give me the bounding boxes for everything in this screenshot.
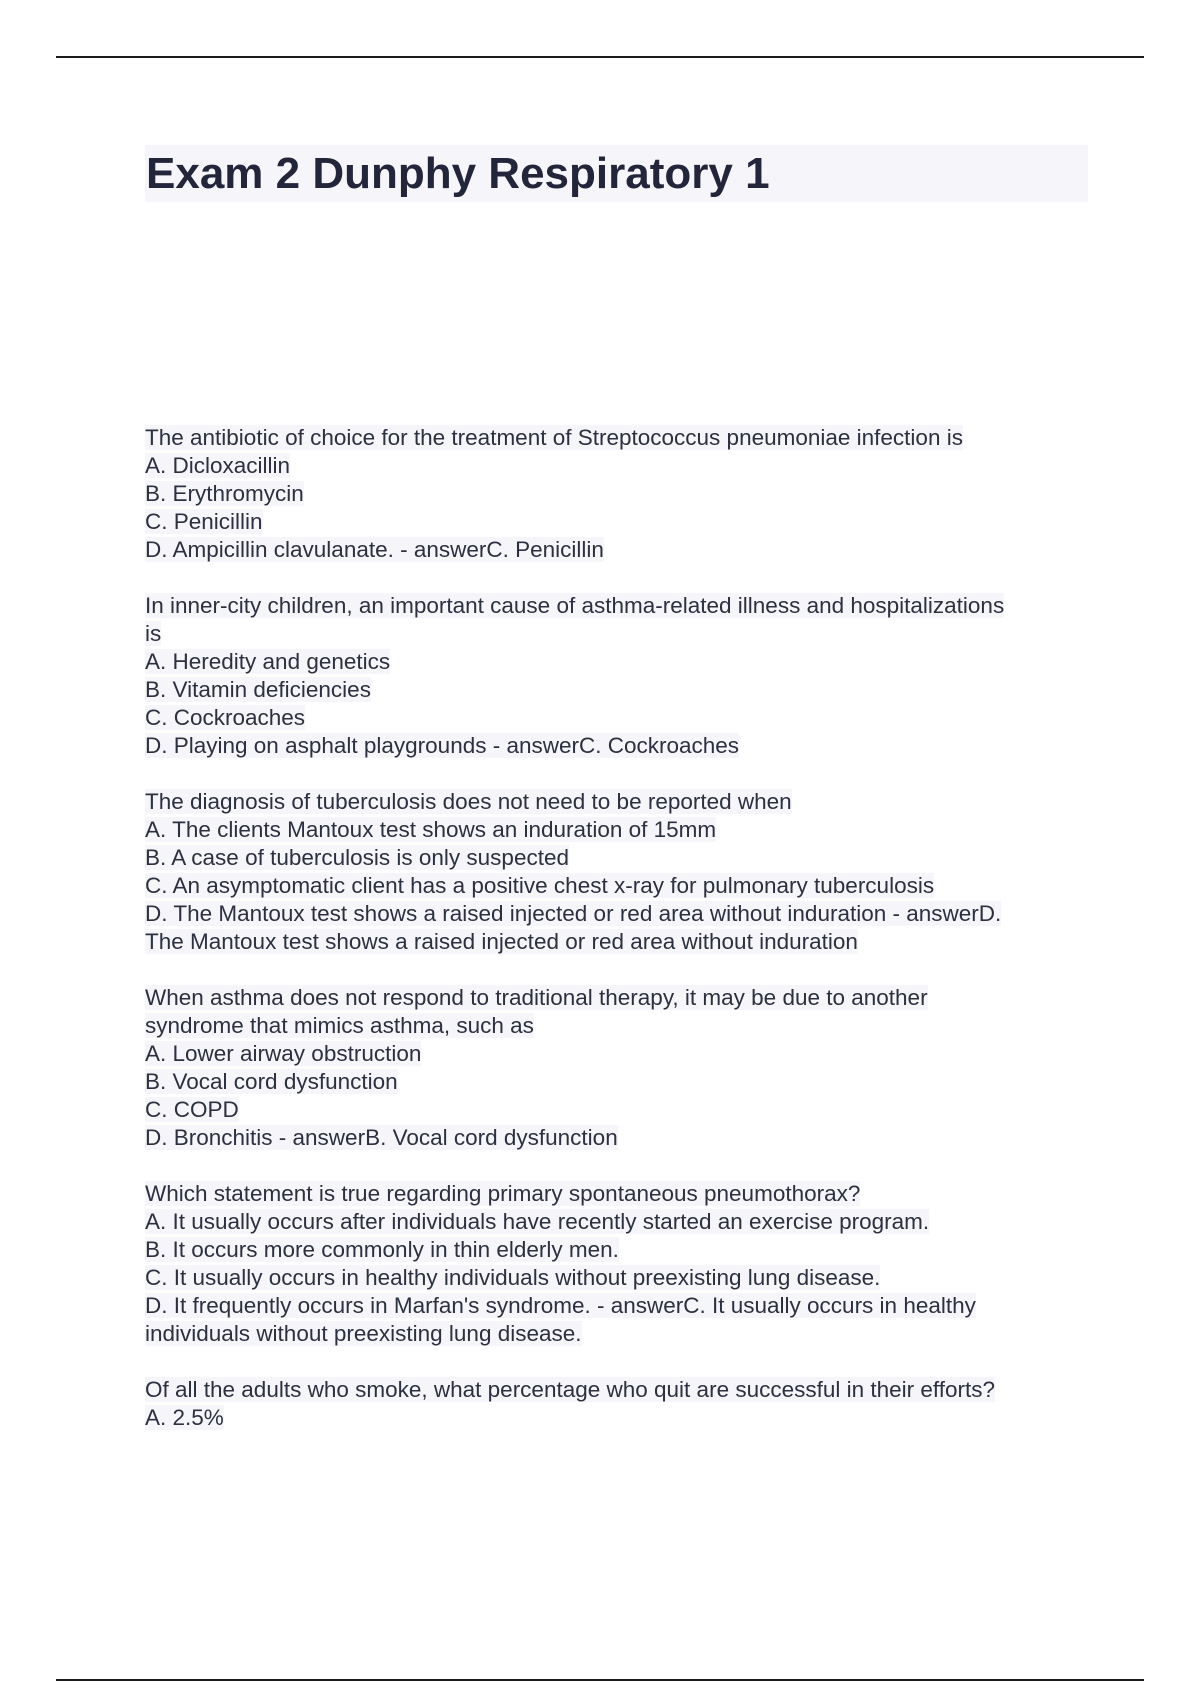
question-text: Which statement is true regarding primary spontaneous pneumothorax? — [145, 1181, 861, 1206]
answer-option: A. Heredity and genetics — [145, 649, 391, 674]
answer-option: B. Erythromycin — [145, 481, 304, 506]
answer-option: D. Playing on asphalt playgrounds - answerC. Cockroaches — [145, 733, 740, 758]
document-title: Exam 2 Dunphy Respiratory 1 — [146, 149, 770, 198]
question-text: The antibiotic of choice for the treatment of Streptococcus pneumoniae infection is — [145, 425, 963, 450]
question-block — [145, 592, 1075, 760]
question-text: is — [145, 621, 162, 646]
answer-option: A. Dicloxacillin — [145, 453, 291, 478]
bottom-rule — [56, 1679, 1144, 1681]
answer-option: C. Penicillin — [145, 509, 263, 534]
question-block — [145, 424, 1075, 564]
answer-option: A. The clients Mantoux test shows an induration of 15mm — [145, 817, 717, 842]
question-text: When asthma does not respond to traditional therapy, it may be due to another — [145, 985, 928, 1010]
answer-option: D. Ampicillin clavulanate. - answerC. Penicillin — [145, 537, 604, 562]
answer-option: C. COPD — [145, 1097, 239, 1122]
answer-option: C. An asymptomatic client has a positive chest x-ray for pulmonary tuberculosis — [145, 873, 935, 898]
answer-option: B. A case of tuberculosis is only suspected — [145, 845, 569, 870]
answer-text: individuals without preexisting lung disease. — [145, 1321, 582, 1346]
answer-option: B. It occurs more commonly in thin elderly men. — [145, 1237, 619, 1262]
question-text: syndrome that mimics asthma, such as — [145, 1013, 534, 1038]
answer-option: D. The Mantoux test shows a raised injected or red area without induration - answerD. — [145, 901, 1002, 926]
answer-option: A. 2.5% — [145, 1405, 224, 1430]
question-list — [145, 424, 1075, 1460]
question-block — [145, 1376, 1075, 1432]
question-block — [145, 984, 1075, 1152]
answer-option: B. Vitamin deficiencies — [145, 677, 371, 702]
question-text: Of all the adults who smoke, what percentage who quit are successful in their efforts? — [145, 1377, 996, 1402]
question-block — [145, 1180, 1075, 1348]
answer-option: B. Vocal cord dysfunction — [145, 1069, 398, 1094]
answer-option: D. It frequently occurs in Marfan's syndrome. - answerC. It usually occurs in healthy — [145, 1293, 976, 1318]
answer-option: C. It usually occurs in healthy individuals without preexisting lung disease. — [145, 1265, 881, 1290]
question-text: In inner-city children, an important cause of asthma-related illness and hospitalizations — [145, 593, 1005, 618]
answer-option: D. Bronchitis - answerB. Vocal cord dysfunction — [145, 1125, 618, 1150]
answer-option: A. Lower airway obstruction — [145, 1041, 422, 1066]
answer-option: C. Cockroaches — [145, 705, 306, 730]
answer-text: The Mantoux test shows a raised injected or red area without induration — [145, 929, 858, 954]
question-block — [145, 788, 1075, 956]
top-rule — [56, 56, 1144, 58]
answer-option: A. It usually occurs after individuals have recently started an exercise program. — [145, 1209, 930, 1234]
question-text: The diagnosis of tuberculosis does not need to be reported when — [145, 789, 792, 814]
